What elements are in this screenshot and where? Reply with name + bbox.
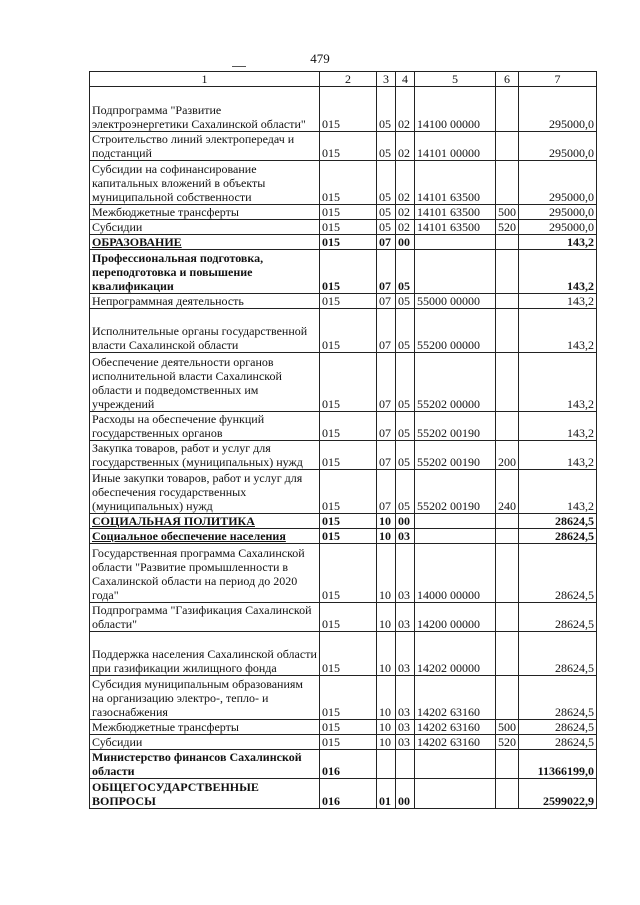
- scan-mark: [232, 66, 246, 67]
- row-expense-type: [496, 632, 519, 676]
- row-target-code: [415, 235, 496, 250]
- row-name: Строительство линий электропередач и подстанций: [90, 132, 320, 161]
- row-name: Исполнительные органы государственной власти Сахалинской области: [90, 309, 320, 353]
- row-section-code: 07: [377, 250, 396, 294]
- row-section-code: 07: [377, 470, 396, 514]
- row-amount: 143,2: [519, 294, 597, 309]
- table-row: [90, 132, 597, 161]
- row-name: Иные закупки товаров, работ и услуг для обеспечения государственных (муниципальных) нужд: [90, 470, 320, 514]
- table-row: [90, 309, 597, 353]
- row-subsection-code: 00: [396, 779, 415, 809]
- table-row: [90, 676, 597, 720]
- row-ministry-code: 015: [320, 353, 377, 412]
- row-name: Министерство финансов Сахалинской области: [90, 750, 320, 779]
- row-subsection-code: 03: [396, 720, 415, 735]
- row-ministry-code: 015: [320, 470, 377, 514]
- row-target-code: 14101 63500: [415, 220, 496, 235]
- row-subsection-code: 05: [396, 470, 415, 514]
- row-target-code: 14101 63500: [415, 205, 496, 220]
- row-name: Профессиональная подготовка, переподготовка и повышение квалификации: [90, 250, 320, 294]
- row-amount: 28624,5: [519, 735, 597, 750]
- row-subsection-code: 05: [396, 294, 415, 309]
- row-ministry-code: 015: [320, 309, 377, 353]
- row-name: ОБЩЕГОСУДАРСТВЕННЫЕ ВОПРОСЫ: [90, 779, 320, 809]
- row-subsection-code: [396, 750, 415, 779]
- row-amount: 295000,0: [519, 87, 597, 132]
- table-row: [90, 632, 597, 676]
- row-target-code: 55200 00000: [415, 309, 496, 353]
- row-subsection-code: 03: [396, 632, 415, 676]
- row-ministry-code: 015: [320, 87, 377, 132]
- row-section-code: 10: [377, 544, 396, 603]
- row-target-code: 55202 00190: [415, 470, 496, 514]
- row-name: Государственная программа Сахалинской области "Развитие промышленности в Сахалинской области на период до 2020 года": [90, 544, 320, 603]
- table-row: [90, 779, 597, 809]
- row-section-code: 05: [377, 205, 396, 220]
- row-expense-type: [496, 529, 519, 544]
- row-amount: 295000,0: [519, 205, 597, 220]
- row-expense-type: [496, 779, 519, 809]
- row-section-code: 07: [377, 412, 396, 441]
- budget-table: [89, 71, 597, 809]
- row-subsection-code: 05: [396, 353, 415, 412]
- row-section-code: 05: [377, 132, 396, 161]
- row-name: Поддержка населения Сахалинской области при газификации жилищного фонда: [90, 632, 320, 676]
- page-number: 479: [310, 51, 330, 66]
- row-amount: 143,2: [519, 441, 597, 470]
- row-section-code: 07: [377, 309, 396, 353]
- row-name: ОБРАЗОВАНИЕ: [90, 235, 320, 250]
- row-section-code: 10: [377, 514, 396, 529]
- row-amount: 143,2: [519, 235, 597, 250]
- row-expense-type: 240: [496, 470, 519, 514]
- row-section-code: 07: [377, 353, 396, 412]
- row-subsection-code: 05: [396, 250, 415, 294]
- row-ministry-code: 015: [320, 441, 377, 470]
- row-subsection-code: 03: [396, 735, 415, 750]
- row-name: Закупка товаров, работ и услуг для государственных (муниципальных) нужд: [90, 441, 320, 470]
- row-name: Обеспечение деятельности органов исполнительной власти Сахалинской области и подведомственных им учреждений: [90, 353, 320, 412]
- row-expense-type: [496, 676, 519, 720]
- row-expense-type: 500: [496, 720, 519, 735]
- table-row: [90, 470, 597, 514]
- row-section-code: 07: [377, 235, 396, 250]
- row-amount: 28624,5: [519, 529, 597, 544]
- row-amount: 2599022,9: [519, 779, 597, 809]
- row-subsection-code: 03: [396, 676, 415, 720]
- row-subsection-code: 02: [396, 161, 415, 205]
- row-section-code: 10: [377, 720, 396, 735]
- row-section-code: 01: [377, 779, 396, 809]
- row-target-code: [415, 750, 496, 779]
- row-amount: 28624,5: [519, 720, 597, 735]
- col-header-4: 4: [396, 72, 415, 87]
- row-ministry-code: 015: [320, 132, 377, 161]
- row-ministry-code: 015: [320, 529, 377, 544]
- row-ministry-code: 015: [320, 632, 377, 676]
- row-target-code: 14101 63500: [415, 161, 496, 205]
- row-expense-type: [496, 132, 519, 161]
- row-name: Межбюджетные трансферты: [90, 205, 320, 220]
- row-target-code: 14202 63160: [415, 720, 496, 735]
- header-row: [90, 72, 597, 87]
- row-target-code: [415, 779, 496, 809]
- row-name: Подпрограмма "Развитие электроэнергетики Сахалинской области": [90, 87, 320, 132]
- row-amount: 11366199,0: [519, 750, 597, 779]
- row-target-code: 55202 00190: [415, 441, 496, 470]
- row-target-code: 55202 00190: [415, 412, 496, 441]
- col-header-2: 2: [320, 72, 377, 87]
- row-subsection-code: 03: [396, 529, 415, 544]
- row-expense-type: [496, 353, 519, 412]
- col-header-7: 7: [519, 72, 597, 87]
- row-amount: 143,2: [519, 412, 597, 441]
- row-ministry-code: 015: [320, 735, 377, 750]
- row-name: СОЦИАЛЬНАЯ ПОЛИТИКА: [90, 514, 320, 529]
- table-row: [90, 544, 597, 603]
- row-ministry-code: 015: [320, 205, 377, 220]
- row-section-code: 05: [377, 87, 396, 132]
- row-name: Социальное обеспечение населения: [90, 529, 320, 544]
- row-amount: 143,2: [519, 353, 597, 412]
- row-ministry-code: 015: [320, 161, 377, 205]
- row-ministry-code: 016: [320, 779, 377, 809]
- row-ministry-code: 016: [320, 750, 377, 779]
- row-subsection-code: 02: [396, 220, 415, 235]
- table-row: [90, 412, 597, 441]
- row-amount: 295000,0: [519, 220, 597, 235]
- row-target-code: [415, 514, 496, 529]
- row-expense-type: [496, 514, 519, 529]
- table-row: [90, 529, 597, 544]
- row-amount: 28624,5: [519, 514, 597, 529]
- table-row: [90, 161, 597, 205]
- row-expense-type: [496, 250, 519, 294]
- row-target-code: 14000 00000: [415, 544, 496, 603]
- col-header-6: 6: [496, 72, 519, 87]
- row-expense-type: [496, 750, 519, 779]
- table-row: [90, 250, 597, 294]
- row-section-code: 10: [377, 529, 396, 544]
- row-ministry-code: 015: [320, 412, 377, 441]
- row-subsection-code: 03: [396, 544, 415, 603]
- row-name: Субсидии: [90, 220, 320, 235]
- row-name: Непрограммная деятельность: [90, 294, 320, 309]
- row-expense-type: 200: [496, 441, 519, 470]
- row-section-code: 05: [377, 220, 396, 235]
- row-ministry-code: 015: [320, 294, 377, 309]
- row-section-code: 10: [377, 735, 396, 750]
- row-amount: 143,2: [519, 470, 597, 514]
- col-header-1: 1: [90, 72, 320, 87]
- col-header-3: 3: [377, 72, 396, 87]
- row-subsection-code: 02: [396, 205, 415, 220]
- table-row: [90, 720, 597, 735]
- row-section-code: 10: [377, 632, 396, 676]
- row-amount: 28624,5: [519, 544, 597, 603]
- row-section-code: 10: [377, 603, 396, 632]
- row-subsection-code: 00: [396, 235, 415, 250]
- row-ministry-code: 015: [320, 235, 377, 250]
- row-name: Подпрограмма "Газификация Сахалинской области": [90, 603, 320, 632]
- row-expense-type: [496, 309, 519, 353]
- row-section-code: 10: [377, 676, 396, 720]
- table-row: [90, 441, 597, 470]
- row-expense-type: 520: [496, 735, 519, 750]
- row-target-code: 55202 00000: [415, 353, 496, 412]
- row-target-code: [415, 529, 496, 544]
- row-target-code: 14100 00000: [415, 87, 496, 132]
- row-amount: 295000,0: [519, 132, 597, 161]
- table-row: [90, 205, 597, 220]
- row-expense-type: [496, 87, 519, 132]
- table-row: [90, 735, 597, 750]
- row-expense-type: [496, 603, 519, 632]
- row-amount: 143,2: [519, 250, 597, 294]
- row-amount: 28624,5: [519, 603, 597, 632]
- row-subsection-code: 05: [396, 412, 415, 441]
- table-row: [90, 87, 597, 132]
- row-subsection-code: 02: [396, 132, 415, 161]
- row-ministry-code: 015: [320, 676, 377, 720]
- row-target-code: 55000 00000: [415, 294, 496, 309]
- row-amount: 295000,0: [519, 161, 597, 205]
- table-row: [90, 294, 597, 309]
- row-subsection-code: 05: [396, 441, 415, 470]
- row-expense-type: 520: [496, 220, 519, 235]
- row-amount: 28624,5: [519, 632, 597, 676]
- row-target-code: 14200 00000: [415, 603, 496, 632]
- row-ministry-code: 015: [320, 514, 377, 529]
- row-target-code: 14202 63160: [415, 676, 496, 720]
- row-name: Расходы на обеспечение функций государственных органов: [90, 412, 320, 441]
- row-name: Межбюджетные трансферты: [90, 720, 320, 735]
- row-subsection-code: 02: [396, 87, 415, 132]
- row-expense-type: 500: [496, 205, 519, 220]
- row-section-code: 05: [377, 161, 396, 205]
- row-subsection-code: 05: [396, 309, 415, 353]
- row-section-code: 07: [377, 294, 396, 309]
- row-ministry-code: 015: [320, 250, 377, 294]
- table-row: [90, 603, 597, 632]
- row-ministry-code: 015: [320, 720, 377, 735]
- row-target-code: 14101 00000: [415, 132, 496, 161]
- row-name: Субсидии: [90, 735, 320, 750]
- row-expense-type: [496, 294, 519, 309]
- row-section-code: 07: [377, 441, 396, 470]
- row-section-code: [377, 750, 396, 779]
- row-ministry-code: 015: [320, 220, 377, 235]
- row-subsection-code: 00: [396, 514, 415, 529]
- row-target-code: [415, 250, 496, 294]
- row-target-code: 14202 00000: [415, 632, 496, 676]
- row-expense-type: [496, 412, 519, 441]
- row-expense-type: [496, 544, 519, 603]
- table-row: [90, 514, 597, 529]
- row-name: Субсидия муниципальным образованиям на организацию электро-, тепло- и газоснабжения: [90, 676, 320, 720]
- table-row: [90, 750, 597, 779]
- row-target-code: 14202 63160: [415, 735, 496, 750]
- row-ministry-code: 015: [320, 544, 377, 603]
- table-row: [90, 353, 597, 412]
- row-expense-type: [496, 235, 519, 250]
- row-amount: 28624,5: [519, 676, 597, 720]
- col-header-5: 5: [415, 72, 496, 87]
- table-row: [90, 220, 597, 235]
- row-amount: 143,2: [519, 309, 597, 353]
- row-expense-type: [496, 161, 519, 205]
- row-subsection-code: 03: [396, 603, 415, 632]
- row-ministry-code: 015: [320, 603, 377, 632]
- table-row: [90, 235, 597, 250]
- row-name: Субсидии на софинансирование капитальных вложений в объекты муниципальной собственности: [90, 161, 320, 205]
